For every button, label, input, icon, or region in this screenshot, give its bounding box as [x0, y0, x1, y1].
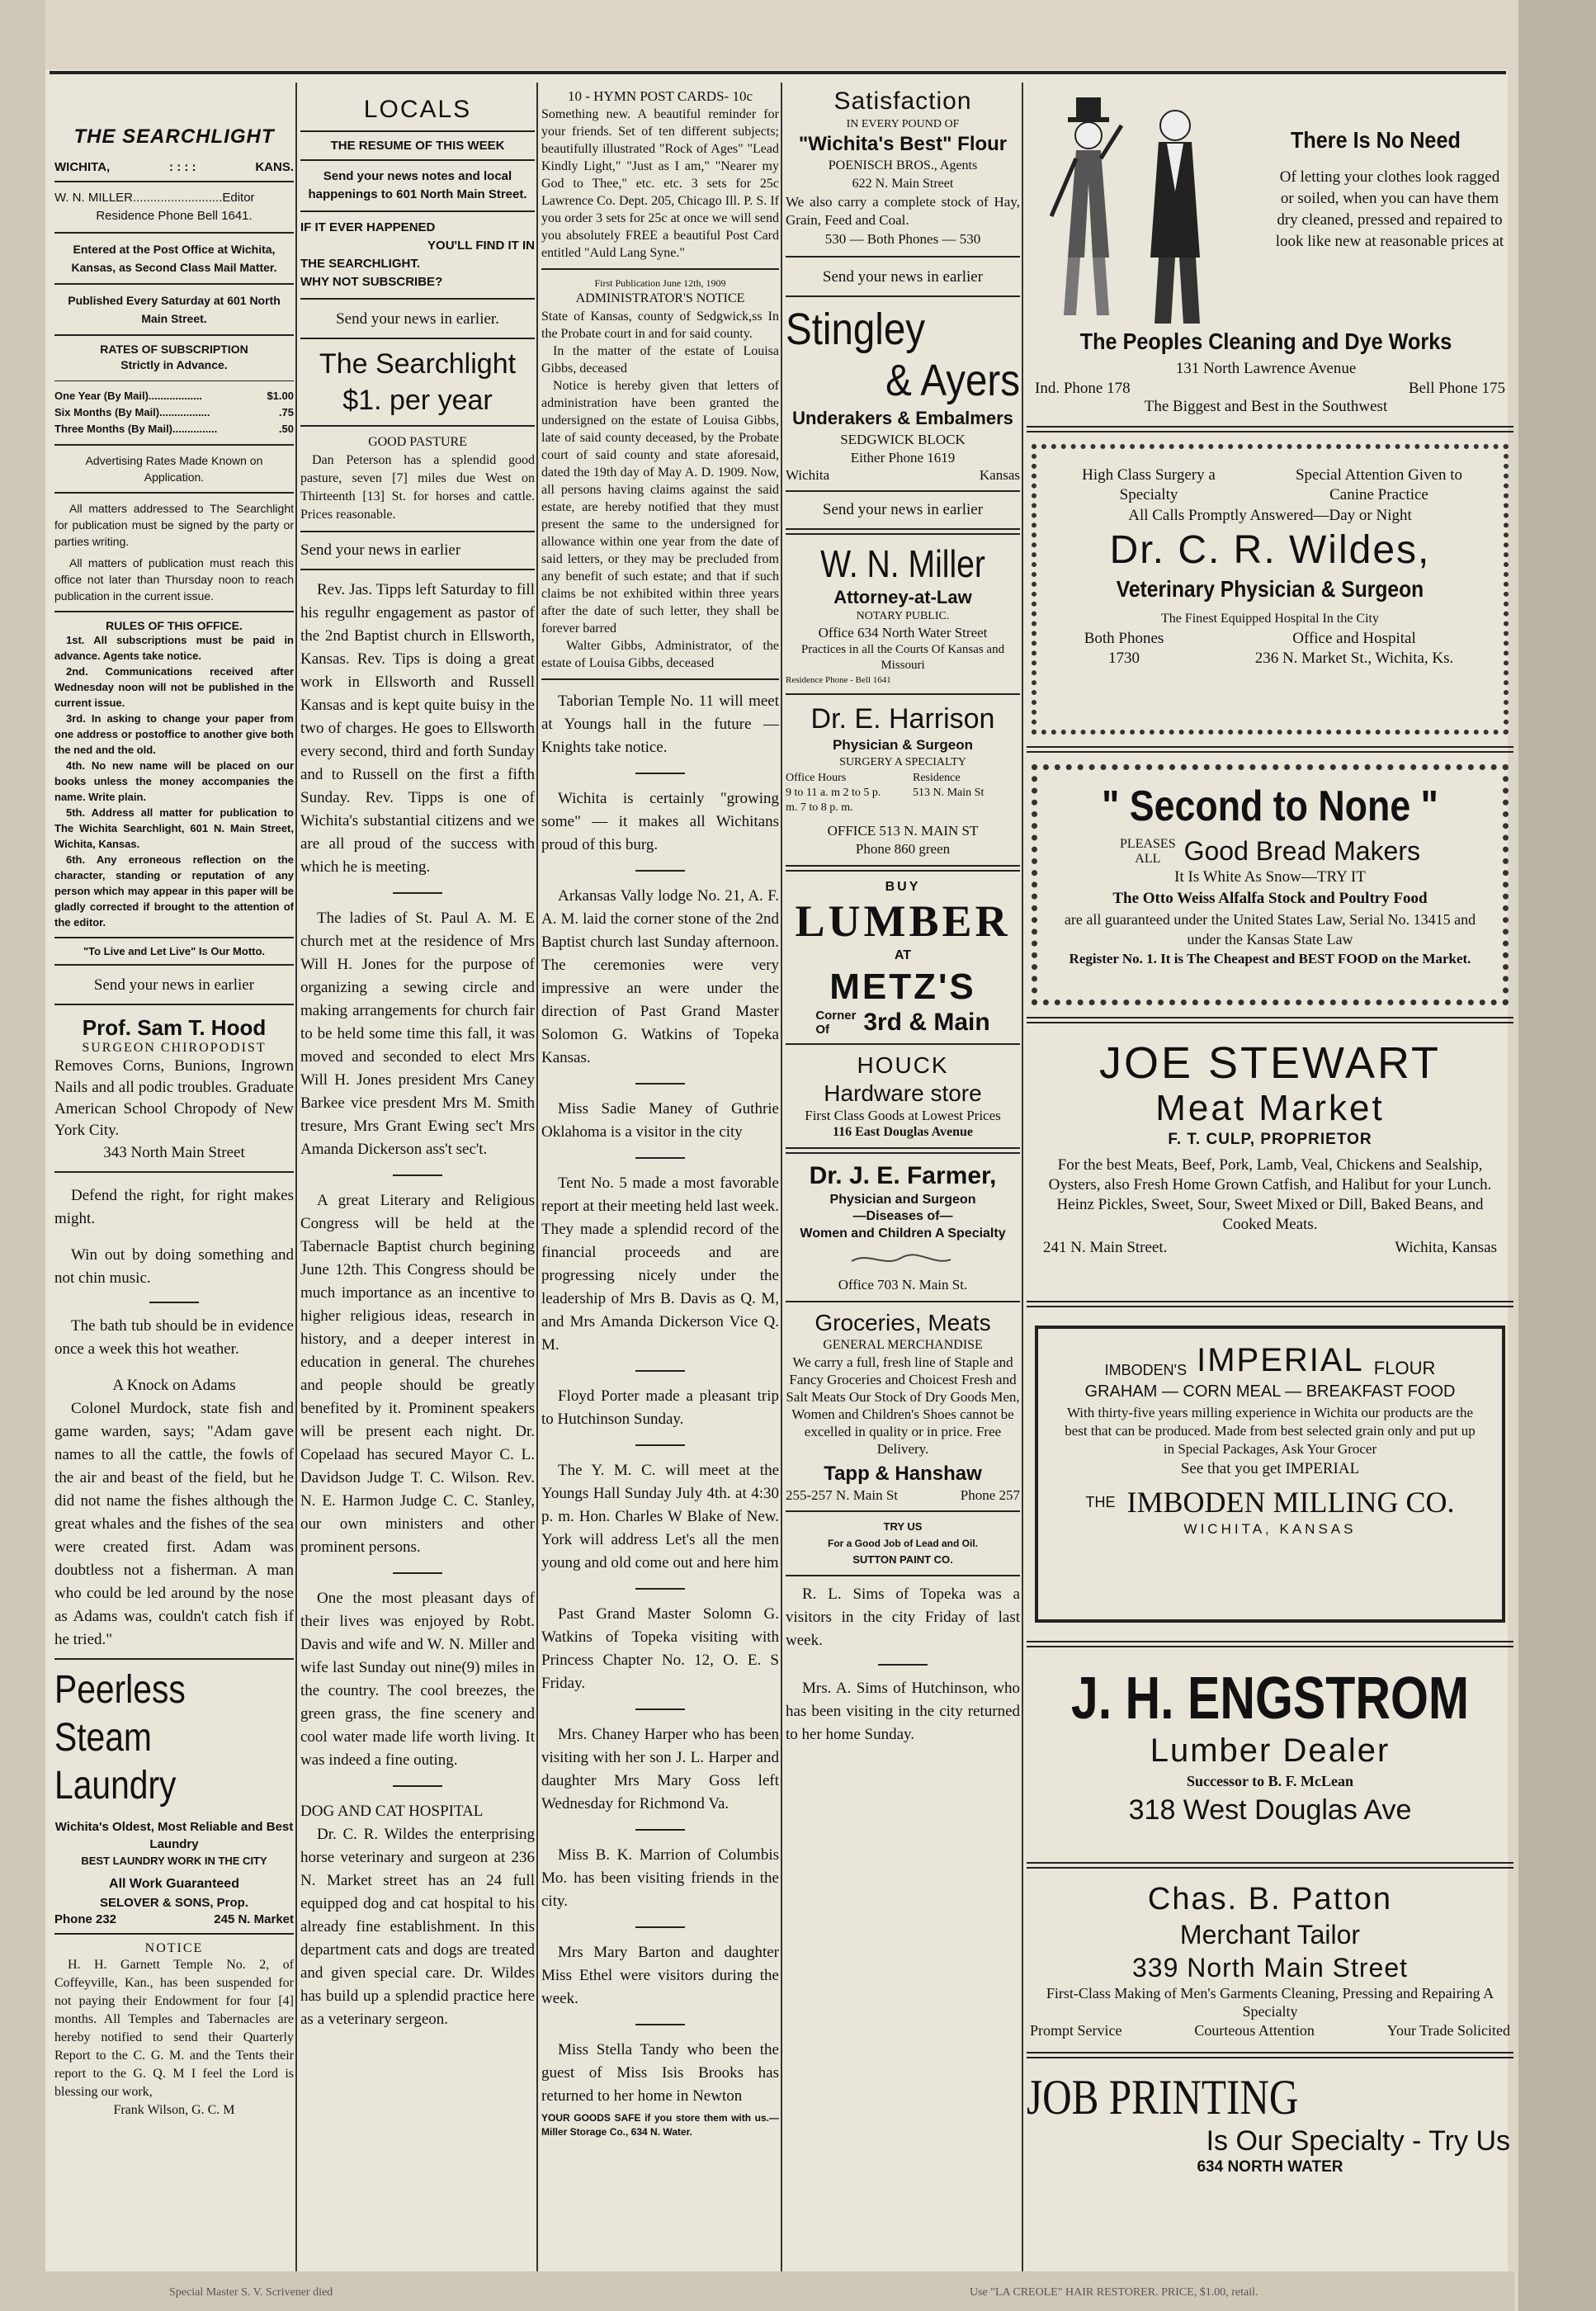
divider [635, 1588, 685, 1590]
divider [300, 531, 535, 532]
divider [1027, 1862, 1513, 1869]
divider [300, 338, 535, 339]
admin-title: ADMINISTRATOR'S NOTICE [575, 291, 745, 305]
knock-body: Colonel Murdock, state fish and game warden, says; "Adam gave names to all the cattle, the fowls of the air and beast of the field, but he did not name the fishes although the great whales and the fishes of the sea were created first. Adam was doubtless not a fisherman. A man who could be led around by the nose as Adams was, couldn't catch fish if he tried." [54, 1400, 294, 1648]
otto-weiss: The Otto Weiss Alfalfa Stock and Poultry Food [1112, 890, 1428, 907]
column-rule [781, 83, 782, 2294]
locals-heading: LOCALS [363, 96, 472, 123]
harrison-name: Dr. E. Harrison [810, 703, 995, 735]
divider [635, 1083, 685, 1085]
send-news-notice: Send your news in earlier [822, 268, 984, 286]
both-phones: 530 — Both Phones — 530 [824, 231, 981, 247]
subscription-ad-title: The Searchlight [319, 348, 517, 380]
wildes-name: Dr. C. R. Wildes, [1109, 528, 1431, 572]
divider [393, 1572, 442, 1574]
farmer-specialty: Women and Children A Specialty [800, 1226, 1006, 1241]
imboden-milling: THE IMBODEN MILLING CO. [1085, 1486, 1455, 1519]
metz-location: Corner Of 3rd & Main [815, 1009, 990, 1037]
groceries-body: We carry a full, fresh line of Staple and Fancy Groceries and Choicest Fresh and Salt Meats Our Stock of Dry Goods Men, Women and Children's Shoes cannot be excelled in quality or in price. Free Delivery. [786, 1354, 1020, 1457]
divider [300, 159, 535, 161]
rates-table [54, 388, 294, 437]
rule-item: 3rd. In asking to change your paper from one address or postoffice to another give both the ned and the old. [54, 712, 294, 756]
divider [541, 268, 779, 270]
growing-item: Wichita is certainly "growing some" — it makes all Wichitans proud of this burg. [541, 790, 779, 853]
miller-name: W. N. Miller [820, 542, 985, 585]
page-margin-right [1518, 0, 1596, 2311]
wichitas-best: "Wichita's Best" Flour [798, 133, 1008, 155]
divider [393, 1785, 442, 1787]
divider [1027, 2052, 1513, 2058]
tapp-contact: 255-257 N. Main St Phone 257 [786, 1487, 1020, 1503]
watkins-item: Past Grand Master Solomn G. Watkins of Topeka visiting with Princess Chapter No. 12, O. E. S Friday. [541, 1605, 779, 1692]
stewart-ad [1027, 1030, 1513, 1294]
tapp-name: Tapp & Hanshaw [824, 1463, 982, 1485]
lumber-label: LUMBER [795, 896, 1011, 946]
tandy-item: Miss Stella Tandy who been the guest of Miss Isis Brooks has returned to her home in Newton [541, 2041, 779, 2105]
defend-item: Defend the right, for right makes might. [54, 1187, 294, 1227]
divider [635, 1157, 685, 1159]
barton-item: Mrs Mary Barton and daughter Miss Ethel were visitors during the week. [541, 1944, 779, 2007]
ladies-item: The ladies of St. Paul A. M. E church met at the residence of Mrs Will H. Jones for the purpose of organizing a sewing circle and making arrangements for church fair to be held some time this fall, it was moved and seconded to elect Mrs Will H. Jones president Mrs Caney Barkee vice presdent Mrs M. Smith tresure, Mrs Grant Ewing sec't Mrs Amanda Dickerson ass't sec't. [300, 910, 535, 1158]
knock-title: A Knock on Adams [112, 1377, 236, 1394]
cleaning-ad [1027, 84, 1513, 414]
send-notes: Send your news notes and local happenings to 601 North Main Street. [308, 169, 527, 201]
farmer-office: Office 703 N. Main St. [838, 1277, 968, 1293]
wildes-title: Veterinary Physician & Surgeon [1116, 576, 1424, 602]
harper-item: Mrs. Chaney Harper who has been visiting with her son J. L. Harper and daughter Mrs Mary Goss left Wednesday for Richmond Va. [541, 1726, 779, 1812]
ymc-item: The Y. M. C. will meet at the Youngs Hall Sunday July 4th. at 4:30 p. m. Hon. Charles W Blake of New. York will address Let's all the men young and old come out and here him [541, 1462, 779, 1571]
divider [300, 425, 535, 427]
undertakers: Underakers & Embalmers [792, 408, 1013, 428]
divider [786, 295, 1020, 297]
divider [393, 892, 442, 894]
notary-public: NOTARY PUBLIC. [856, 610, 950, 622]
find-it: YOU'LL FIND IT IN [427, 239, 535, 253]
notice-title: NOTICE [144, 1941, 204, 1955]
farmer-signature-ornament [786, 1243, 1020, 1276]
send-news-notice: Send your news in earlier [822, 501, 984, 518]
cleaning-company: The Peoples Cleaning and Dye Works [1079, 328, 1452, 354]
farmer-title: Physician and Surgeon [829, 1193, 976, 1207]
maney-item: Miss Sadie Maney of Guthrie Oklahoma is a visitor in the city [541, 1100, 779, 1141]
bottom-right-text: Use "LA CREOLE" HAIR RESTORER. PRICE, $1.00, retail. [970, 2286, 1258, 2299]
divider [786, 865, 1020, 872]
miller-office: Office 634 North Water Street [818, 625, 988, 640]
divider [635, 773, 685, 774]
divider [393, 1174, 442, 1176]
divider [635, 1444, 685, 1446]
satisfaction-title: Satisfaction [833, 87, 972, 115]
wildes-specialties: High Class Surgery a Specialty Special Attention Given to Canine Practice [1082, 466, 1463, 503]
matters-notice-2: All matters of publication must reach this office not later than Thursday noon to reach publication in the current issue. [54, 556, 294, 603]
stingley-name-2: & Ayers [885, 356, 1020, 405]
notice-body: H. H. Garnett Temple No. 2, of Coffeyville, Kan., has been suspended for not paying their Endowment for four [4] months. All Temples and Tabernacles are hereby notified to send their Quarterly Report to the C. G. M. and the Tents their report to the G. Q. M I feel the Lord is blessing our work, [54, 1958, 294, 2099]
imperial-header: IMBODEN'S IMPERIAL FLOUR [1104, 1342, 1436, 1378]
subscription-ad-price: $1. per year [342, 385, 493, 416]
wildes-ad [1032, 444, 1509, 735]
divider [54, 1933, 294, 1935]
peerless-title-1: Peerless [54, 1668, 186, 1712]
divider [54, 380, 294, 381]
hospital-body: Dr. C. R. Wildes the enterprising horse veterinary and surgeon at 236 N. Market street has an 24 full equipped dog and cat hospital to his already fine establishment. In this department cats and dogs are treated and given special care. Dr. Wildes has build up a splendid practice here as a veterinary sergeon. [300, 1826, 535, 2028]
dateline: WICHITA, : : : : KANS. [54, 160, 294, 174]
white-as-snow: It Is White As Snow—TRY IT [1174, 868, 1366, 886]
harrison-office: OFFICE 513 N. MAIN ST [827, 823, 979, 839]
harrison-title: Physician & Surgeon [832, 737, 974, 753]
divider [54, 444, 294, 446]
stingley-city: Wichita Kansas [786, 467, 1020, 483]
engstrom-name: J. H. ENGSTROM [1070, 1666, 1470, 1732]
harrison-specialty: SURGERY A SPECIALTY [839, 756, 966, 768]
peerless-sub-2: BEST LAUNDRY WORK IN THE CITY [81, 1855, 267, 1867]
groceries-title: Groceries, Meats [815, 1310, 991, 1335]
divider [786, 1147, 1020, 1154]
divider [635, 1926, 685, 1928]
pasture-body: Dan Peterson has a splendid good pasture, seven [7] miles due West on Thirteenth [13] St. for horses and cattle. Prices reasonable. [300, 453, 535, 522]
tipps-item: Rev. Jas. Tipps left Saturday to fill his regulhr engagement as pastor of the 2nd Baptist church in Ellsworth, Kansas. Rev. Tips is doing a great work in Ellsworth and Russell Kansas and is kept quite buisy in the two of charges. He goes to Ellsworth every second, third and forth Sunday and to Russell on the first a fifth Sunday. Rev. Tipps is one of Wichita's substantial citizens and we are all proud of the success with which he is meeting. [300, 581, 535, 876]
sutton-paint: SUTTON PAINT CO. [852, 1553, 953, 1566]
divider [786, 693, 1020, 695]
either-phone: Either Phone 1619 [850, 450, 956, 466]
divider [1027, 426, 1513, 432]
hood-address: 343 North Main Street [103, 1144, 245, 1161]
divider [786, 528, 1020, 535]
divider [54, 232, 294, 234]
divider [635, 1370, 685, 1372]
at-label: AT [894, 948, 912, 962]
bottom-cutoff-strip [45, 2271, 1514, 2311]
peerless-title-3: Laundry [54, 1764, 177, 1808]
buy-label: BUY [885, 880, 921, 894]
entered-notice: Entered at the Post Office at Wichita, Kansas, as Second Class Mail Matter. [71, 243, 277, 274]
second-to-none-headline: " Second to None " [1102, 782, 1438, 830]
send-news-notice: Send your news in earlier. [336, 310, 499, 328]
rate-row: Three Months (By Mail)............... .50 [54, 423, 294, 435]
houck-hardware: Hardware store [824, 1080, 982, 1106]
rates-title: RATES OF SUBSCRIPTION [100, 343, 248, 356]
job-printing-ad [1027, 2065, 1513, 2186]
houck-goods: First Class Goods at Lowest Prices [805, 1108, 1001, 1123]
matters-notice-1: All matters addressed to The Searchlight for publication must be signed by the party or parties writing. [54, 502, 294, 548]
peerless-contact: Phone 232 245 N. Market [54, 1912, 294, 1926]
divider [54, 611, 294, 612]
peerless-title-2: Steam [54, 1716, 152, 1760]
divider [54, 334, 294, 336]
cartoon-figures-illustration [1043, 92, 1216, 340]
sims-item-2: Mrs. A. Sims of Hutchinson, who has been visiting in the city returned to her home Sunday. [786, 1680, 1020, 1743]
register-cheapest: Register No. 1. It is The Cheapest and BEST FOOD on the Market. [1069, 951, 1471, 966]
admin-estate: In the matter of the estate of Louisa Gibbs, deceased [541, 344, 779, 376]
page-margin-left [0, 0, 45, 2311]
pasture-title: GOOD PASTURE [368, 435, 467, 449]
divider [786, 1301, 1020, 1302]
patton-ad [1027, 1875, 1513, 2045]
imperial-body: With thirty-five years milling experience in Wichita our products are the best that can be produced. Made from best selected grain only and put up in Special Packages, Ask Your Grocer [1065, 1405, 1476, 1457]
divider [635, 870, 685, 872]
cleaning-bell-phone: Bell Phone 175 [1408, 380, 1505, 397]
first-publication: First Publication June 12th, 1909 [594, 277, 726, 289]
winout-item: Win out by doing something and not chin music. [54, 1246, 294, 1287]
farmer-diseases: —Diseases of— [852, 1209, 953, 1223]
motto: "To Live and Let Live" Is Our Motto. [83, 945, 266, 957]
divider [786, 1510, 1020, 1512]
divider [300, 210, 535, 212]
every-pound: IN EVERY POUND OF [846, 118, 960, 130]
column-3 [541, 84, 779, 2139]
divider [635, 2024, 685, 2025]
divider [786, 1043, 1020, 1045]
congress-item: A great Literary and Religious Congress will be held at the Tabernacle Baptist church begining June 12th. This Congress should be much importance as an incentive to higher religious ideas, research in history, and a deeper interest in education in general. The churehes and people should be greatly benefited by it. Prominent speakers will be present each night. Dr. Copelaad has secured Mayor C. L. Davidson Judge T. C. Wilson. Rev. N. E. Harmon Judge C. C. Stanley, our own ministers and other prominent persons. [300, 1192, 535, 1556]
advertising-rates: Advertising Rates Made Known on Application. [85, 454, 263, 484]
engstrom-ad [1027, 1654, 1513, 1855]
divider [54, 937, 294, 938]
poenisch-agents: POENISCH BROS., Agents [828, 158, 978, 172]
meat-address: 241 N. Main Street. Wichita, Kansas [1043, 1239, 1497, 1256]
divider [54, 1004, 294, 1005]
notice-signature: Frank Wilson, G. C. M [113, 2103, 235, 2117]
divider [541, 678, 779, 680]
send-news-notice: Send your news in earlier [93, 976, 255, 994]
rule-item: 1st. All subscriptions must be paid in advance. Agents take notice. [54, 634, 294, 662]
rule-item: 6th. Any erroneous reflection on the character, standing or reputation of any person which may appear in this paper will be gladly corrected if brought to the attention of the editor. [54, 853, 294, 929]
rate-row: Six Months (By Mail)................. .75 [54, 406, 294, 418]
cleaning-address: 131 North Lawrence Avenue [1175, 360, 1357, 377]
column-5 [1027, 84, 1513, 2186]
wildes-hospital: The Finest Equipped Hospital In the City [1161, 612, 1379, 626]
send-news-notice: Send your news in earlier [300, 541, 461, 559]
hood-title: SURGEON CHIROPODIST [82, 1041, 267, 1055]
divider [786, 1575, 1020, 1576]
bottom-left-text: Special Master S. V. Scrivener died [169, 2286, 333, 2299]
engstrom-address: 318 West Douglas Ave [1128, 1794, 1412, 1826]
divider [54, 964, 294, 966]
harrison-phone: Phone 860 green [855, 841, 951, 857]
divider [878, 1664, 928, 1666]
hood-name: Prof. Sam T. Hood [82, 1015, 267, 1040]
taborian-item: Taborian Temple No. 11 will meet at Youngs hall in the future — Knights take notice. [541, 692, 779, 756]
cleaning-biggest: The Biggest and Best in the Southwest [1144, 398, 1388, 415]
bread-makers-line: PLEASES ALL Good Bread Makers [1120, 836, 1420, 866]
job-address: 634 NORTH WATER [1197, 2158, 1343, 2176]
divider [300, 130, 535, 132]
culp-proprietor: F. T. CULP, PROPRIETOR [1168, 1131, 1372, 1148]
engstrom-successor: Successor to B. F. McLean [1187, 1773, 1353, 1789]
rule-item: 2nd. Communications received after Wednesday noon will not be published in the current issue. [54, 665, 294, 709]
porter-item: Floyd Porter made a pleasant trip to Hutchinson Sunday. [541, 1387, 779, 1428]
column-rule [295, 83, 297, 2294]
divider [149, 1302, 199, 1303]
miller-residence: Residence Phone - Bell 1641 [786, 675, 891, 685]
rates-subtitle: Strictly in Advance. [120, 358, 228, 371]
rules-list [54, 632, 294, 930]
metz-label: METZ'S [829, 966, 976, 1007]
divider [1027, 1017, 1513, 1023]
job-specialty: Is Our Specialty - Try Us [1206, 2125, 1510, 2157]
storage-ad: YOUR GOODS SAFE if you store them with us.—Miller Storage Co., 634 N. Water. [541, 2112, 779, 2138]
second-to-none-ad [1032, 764, 1509, 1005]
admin-state: State of Kansas, county of Sedgwick,ss In the Probate court in and for said county. [541, 310, 779, 341]
peerless-guarantee: All Work Guaranteed [109, 1877, 239, 1891]
patton-title: Merchant Tailor [1179, 1920, 1361, 1949]
harrison-hours: Office Hours 9 to 11 a. m 2 to 5 p. m. 7 to 8 p. m. Residence 513 N. Main St [786, 772, 985, 814]
sims-item-1: R. L. Sims of Topeka was a visitors in the city Friday of last week. [786, 1586, 1020, 1649]
the-searchlight: THE SEARCHLIGHT. [300, 257, 421, 271]
houck-name: HOUCK [857, 1052, 949, 1078]
divider [1027, 1301, 1513, 1307]
poenisch-address: 622 N. Main Street [852, 177, 954, 191]
column-rule [1022, 83, 1023, 2294]
divider [54, 1658, 294, 1660]
meat-market-title: Meat Market [1155, 1088, 1385, 1128]
divider [54, 492, 294, 494]
rule-item: 4th. No new name will be placed on our books unless the money accompanies the name. Write plain. [54, 759, 294, 803]
try-us: TRY US [883, 1520, 923, 1533]
meat-body: For the best Meats, Beef, Pork, Lamb, Veal, Chickens and Sealship, Oysters, also Fresh Home Grown Catfish, and Halibut for your Lunch. Heinz Pickles, Sweet, Sour, Sweet Mixed or Dill, Baked Beans, and Cooked Meats. [1048, 1156, 1492, 1233]
divider [635, 1708, 685, 1710]
imboden-city: WICHITA, KANSAS [1183, 1521, 1357, 1537]
see-imperial: See that you get IMPERIAL [1180, 1460, 1360, 1477]
residence-phone: Residence Phone Bell 1641. [96, 209, 253, 223]
hymn-title: 10 - HYMN POST CARDS- 10c [567, 88, 753, 104]
why-subscribe: WHY NOT SUBSCRIBE? [300, 275, 443, 289]
column-rule [536, 83, 538, 2294]
divider [1027, 746, 1513, 753]
divider [1027, 1641, 1513, 1647]
farmer-name: Dr. J. E. Farmer, [809, 1162, 997, 1189]
miller-practice: Practices in all the Courts Of Kansas and Missouri [800, 643, 1005, 672]
divider [786, 256, 1020, 258]
peerless-owner: SELOVER & SONS, Prop. [99, 1896, 249, 1910]
divider [635, 1829, 685, 1831]
miller-title: Attorney-at-Law [833, 587, 972, 607]
divider [54, 1171, 294, 1173]
patton-address: 339 North Main Street [1131, 1953, 1409, 1983]
column-4 [786, 84, 1020, 1746]
if-happened: IF IT EVER HAPPENED [300, 220, 436, 234]
resume-heading: THE RESUME OF THIS WEEK [330, 139, 505, 153]
peerless-sub: Wichita's Oldest, Most Reliable and Best Laundry [54, 1820, 294, 1851]
lead-oil: For a Good Job of Lead and Oil. [827, 1538, 978, 1549]
divider [300, 569, 535, 570]
column-1 [54, 84, 294, 2120]
marrion-item: Miss B. K. Marrion of Columbis Mo. has been visiting friends in the city. [541, 1846, 779, 1910]
imperial-flour-ad [1035, 1326, 1505, 1623]
rules-title: RULES OF THIS OFFICE. [106, 619, 243, 632]
cleaning-body: Of letting your clothes look ragged or soiled, when you can have them dry cleaned, pressed and repaired to look like new at reasonable prices at [1275, 168, 1504, 250]
cleaning-headline: There Is No Need [1291, 127, 1461, 153]
wildes-calls: All Calls Promptly Answered—Day or Night [1128, 507, 1412, 524]
wildes-contact: Both Phones 1730 Office and Hospital 236 N. Market St., Wichita, Ks. [1084, 630, 1454, 667]
pleasant-item: One the most pleasant days of their lives was enjoyed by Robt. Davis and wife and W. N. Miller and wife last Sunday out nine(9) miles in the country. The cool breezes, the green grass, the fine scenery and cool water made life worth living. It was indeed a fine outing. [300, 1590, 535, 1769]
masthead: THE SEARCHLIGHT [73, 125, 275, 148]
column-2 [300, 84, 535, 2031]
published-notice: Published Every Saturday at 601 North Main Street. [68, 294, 281, 325]
top-rule [50, 71, 1506, 74]
sedgwick-block: SEDGWICK BLOCK [840, 432, 966, 447]
general-merchandise: GENERAL MERCHANDISE [823, 1338, 983, 1352]
divider [54, 181, 294, 182]
divider [300, 298, 535, 300]
lodge-item: Arkansas Vally lodge No. 21, A. F. A. M. laid the corner stone of the 2nd Baptist church last Sunday afternoon. The ceremonies were very impressive an were under the direction of Past Grand Master Solomon G. Watkins of Topeka Kansas. [541, 887, 779, 1066]
cleaning-ind-phone: Ind. Phone 178 [1035, 380, 1131, 397]
stewart-name: JOE STEWART [1098, 1038, 1442, 1088]
rate-row: One Year (By Mail).................. $1.00 [54, 390, 294, 402]
hay-grain: We also carry a complete stock of Hay, Grain, Feed and Coal. [786, 194, 1020, 228]
graham-line: GRAHAM — CORN MEAL — BREAKFAST FOOD [1084, 1382, 1456, 1401]
job-printing-title: JOB PRINTING [1027, 2070, 1299, 2124]
editor-line: W. N. MILLER..........................Editor [54, 191, 255, 205]
tent-item: Tent No. 5 made a most favorable report at their meeting held last week. They made a splendid record of the financial proceeds and are progressing nicely under the leadership of Mrs B. Davis as Q. M, and Mrs Amanda Dickerson Vice Q. M. [541, 1174, 779, 1354]
bathtub-item: The bath tub should be in evidence once a week this hot weather. [54, 1317, 294, 1358]
patton-tagline: Prompt Service Courteous Attention Your Trade Solicited [1030, 2022, 1510, 2039]
houck-address: 116 East Douglas Avenue [833, 1125, 973, 1139]
divider [54, 283, 294, 285]
guaranteed-law: are all guaranteed under the United States Law, Serial No. 13415 and under the Kansas State Law [1064, 911, 1476, 948]
hospital-title: DOG AND CAT HOSPITAL [300, 1803, 484, 1820]
patton-sub: First-Class Making of Men's Garments Cleaning, Pressing and Repairing A Specialty [1046, 1985, 1494, 2020]
stingley-name-1: Stingley [786, 305, 926, 354]
rule-item: 5th. Address all matter for publication to The Wichita Searchlight, 601 N. Main Street, Wichita, Kansas. [54, 806, 294, 850]
patton-name: Chas. B. Patton [1147, 1882, 1393, 1916]
admin-body: Notice is hereby given that letters of administration have been granted the undersigned on the estate of Louisa Gibbs, late of said county deceased, by the Probate court of said county and state aforesaid, dated the 19th day of May A. D. 1909. Now, all persons having claims against the said estate, are hereby notified that they must present the same to the undersigned for allowance within one year from the date of said letters, or they may be precluded from any benefit of such estate; and that if such claims be not exhibited within three years after the date of such letter, they shall be forever barred [541, 379, 779, 636]
hood-body: Removes Corns, Bunions, Ingrown Nails and all podic troubles. Graduate American School Chropody of New York City. [54, 1057, 294, 1139]
hymn-body: Something new. A beautiful reminder for your friends. Set of ten different subjects; beautifully illustrated "Rock of Ages" "Lead Kindly Light," "Just as I am," "Nearer my God to Thee," etc. etc. 3 sets for 25c Lawrence Co. Dept. 205, Chicago Ill. P. S. If you order 3 sets for 25c at once we will send you absolutely FREE a beautiful Post Card entitled "Auld Lang Syne." [541, 107, 779, 260]
divider [786, 490, 1020, 492]
lumber-dealer: Lumber Dealer [1150, 1732, 1391, 1769]
admin-signature: Walter Gibbs, Administrator, of the estate of Louisa Gibbs, deceased [541, 639, 779, 670]
